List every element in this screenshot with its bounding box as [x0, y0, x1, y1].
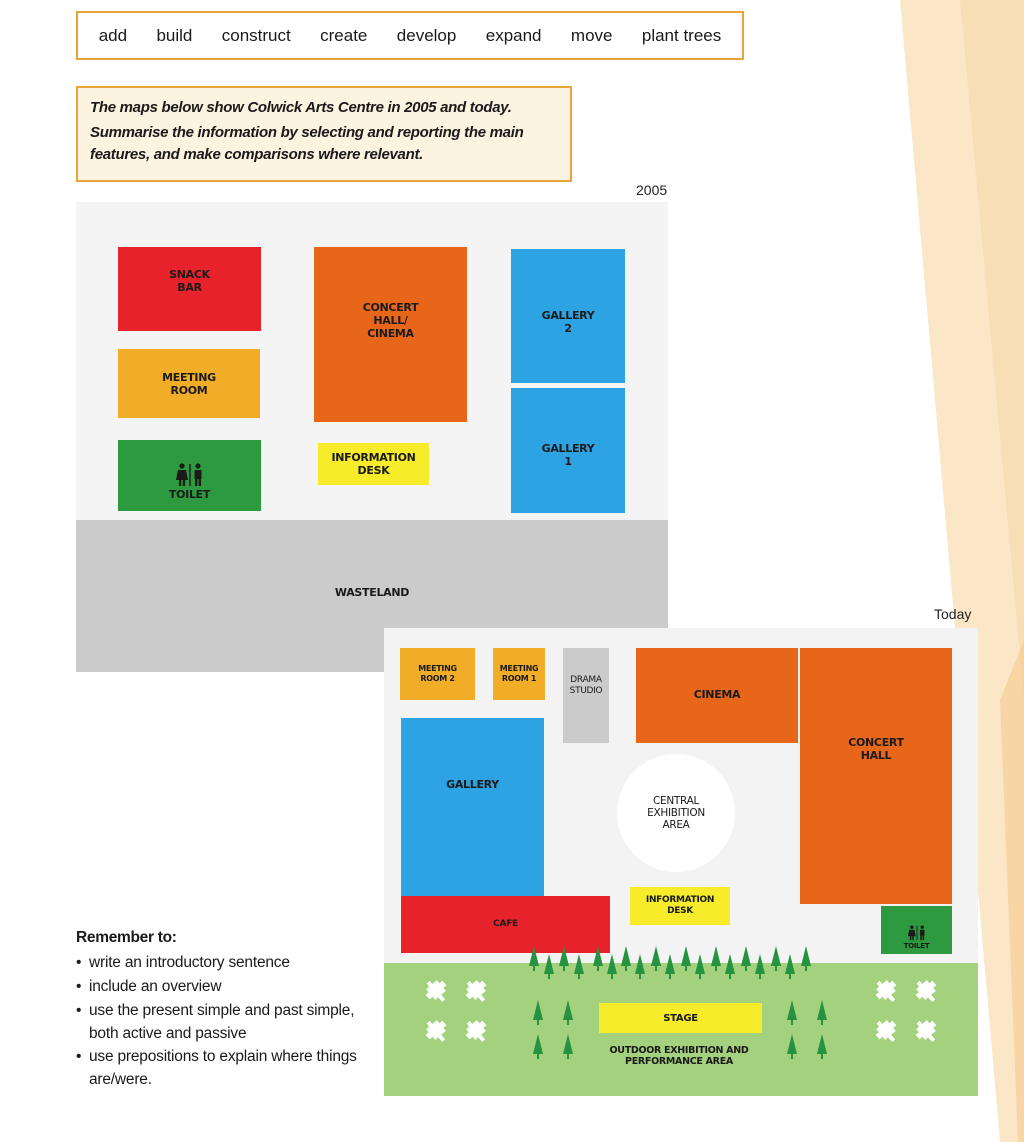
map-2005 — [76, 202, 668, 672]
table-chairs-icon — [911, 1015, 943, 1048]
table-chairs-icon — [421, 975, 453, 1008]
tree-icon — [529, 946, 539, 971]
tree-icon — [593, 946, 603, 971]
meeting-room-1: MEETING ROOM 1 — [493, 648, 545, 700]
gallery-2: GALLERY 2 — [511, 249, 625, 383]
cafe: CAFE — [401, 896, 610, 953]
tree-icon — [711, 946, 721, 971]
tree-icon — [533, 1000, 543, 1025]
tree-icon — [665, 954, 675, 979]
tree-icon — [607, 954, 617, 979]
reminder-item: • include an overview — [76, 975, 376, 999]
snack-bar: SNACK BAR — [118, 247, 261, 331]
task-line-1: The maps below show Colwick Arts Centre in 2005 and today. — [90, 99, 512, 116]
table-chairs-icon — [461, 1015, 493, 1048]
table-chairs-icon — [421, 1015, 453, 1048]
tree-icon — [574, 954, 584, 979]
tree-icon — [563, 1000, 573, 1025]
tree-icon — [787, 1034, 797, 1059]
gallery: GALLERY — [401, 718, 544, 898]
tree-icon — [817, 1000, 827, 1025]
reminder-heading: Remember to: — [76, 929, 177, 946]
tree-icon — [621, 946, 631, 971]
word-item: build — [156, 25, 193, 45]
table-chairs-icon — [461, 975, 493, 1008]
central-exhibition-area: CENTRAL EXHIBITION AREA — [617, 754, 735, 872]
word-item: move — [570, 25, 613, 45]
toilet-people-icon — [170, 463, 210, 487]
tree-icon — [771, 946, 781, 971]
outdoor-area-label: OUTDOOR EXHIBITION AND PERFORMANCE AREA — [609, 1045, 749, 1067]
table-chairs-icon — [871, 975, 903, 1008]
tree-icon — [695, 954, 705, 979]
toilet-label: TOILET — [903, 942, 930, 950]
tree-icon — [563, 1034, 573, 1059]
map-2005-year-label: 2005 — [636, 182, 668, 198]
meeting-room-2: MEETING ROOM 2 — [400, 648, 475, 700]
wasteland: WASTELAND — [76, 520, 668, 672]
task-instruction-box — [76, 86, 572, 182]
map-today-year-label: Today — [934, 606, 972, 622]
word-item: add — [98, 25, 128, 45]
word-item: develop — [396, 25, 457, 45]
word-list-box — [76, 11, 744, 60]
map-today — [384, 628, 978, 1096]
reminder-section — [76, 929, 376, 1091]
drama-studio: DRAMA STUDIO — [563, 648, 609, 743]
reminder-item: • use prepositions to explain where things are/were. — [76, 1045, 376, 1091]
word-item: create — [320, 25, 368, 45]
reminder-item: • write an introductory sentence — [76, 951, 376, 975]
word-item: plant trees — [641, 25, 722, 45]
tree-icon — [681, 946, 691, 971]
concert-hall-cinema: CONCERT HALL/ CINEMA — [314, 247, 467, 422]
reminder-list — [76, 951, 376, 1091]
tree-icon — [817, 1034, 827, 1059]
toilet — [118, 440, 261, 511]
word-item: expand — [485, 25, 542, 45]
tree-icon — [559, 946, 569, 971]
tree-icon — [635, 954, 645, 979]
tree-icon — [785, 954, 795, 979]
task-line-2: Summarise the information by selecting and reporting the main features, and make comparisons where relevant. — [90, 124, 524, 163]
reminder-item: • use the present simple and past simple, both active and passive — [76, 999, 376, 1045]
information-desk: INFORMATION DESK — [318, 443, 429, 485]
meeting-room: MEETING ROOM — [118, 349, 260, 418]
tree-icon — [533, 1034, 543, 1059]
tree-icon — [544, 954, 554, 979]
gallery-1: GALLERY 1 — [511, 388, 625, 513]
tree-icon — [787, 1000, 797, 1025]
word-item: construct — [221, 25, 291, 45]
cinema: CINEMA — [636, 648, 798, 743]
tree-icon — [651, 946, 661, 971]
stage: STAGE — [599, 1003, 762, 1033]
tree-icon — [725, 954, 735, 979]
concert-hall: CONCERT HALL — [800, 648, 952, 904]
table-chairs-icon — [871, 1015, 903, 1048]
tree-icon — [741, 946, 751, 971]
table-chairs-icon — [911, 975, 943, 1008]
tree-icon — [801, 946, 811, 971]
toilet-label: TOILET — [168, 488, 211, 501]
tree-icon — [755, 954, 765, 979]
information-desk: INFORMATION DESK — [630, 887, 730, 925]
